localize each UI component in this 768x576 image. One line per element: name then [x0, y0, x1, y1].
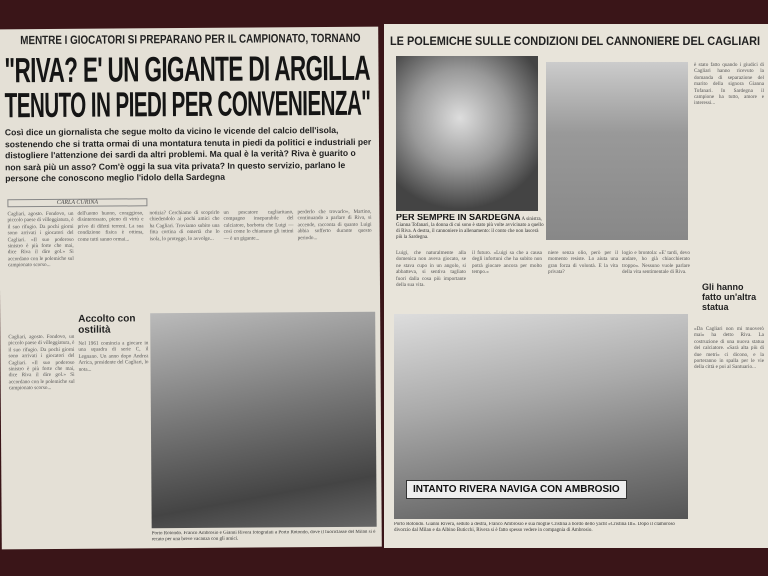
body-column-4: un pescatore cagliaritano, compagno inseparabile del calciatore, borbotta che Luigi — così come lo chiamano gli intimi — è un gigante... [223, 209, 294, 242]
byline: CARLA CURINA [7, 198, 147, 207]
body-column-2: il futuro. «Luigi sa che a causa degli infortuni che ha subito non potrà giocare ancora per molto tempo.» [472, 250, 542, 276]
body-column-1: Cagliari, agosto. Fondovo, un piccolo paese di villeggiatura, è il suo rifugio. Da pochi giorni sono arrivati i giocatori del Cagliari. «Il suo poderoso sinistro è più forte che mai, dice Riva il dire gol.» Si accordano con le polemiche sul campionato scorso... [7, 210, 74, 269]
photo-caption: Porto Rotondo. Franco Ambrosio e Gianni Rivera fotografati a Porto Rotondo, dove il fuoriclasse del Milan si è recato per una breve vacanza con gli amici. [151, 529, 376, 543]
body-column-6: Nel 1961 comincia a giocare in una squadra di serie C, il Legnano. Un anno dopo Andrea Arrica, presidente del Cagliari, lo nota... [78, 340, 149, 373]
lede: Così dice un giornalista che segue molto da vicino le vicende del calcio dell'isola, sostenendo che si tratta ormai di una montatura tenuta in piedi da politici e industriali per distogliere l'attenzione dei sardi da altri problemi. Ma qual è la verità? Riva è guarito o non sarà più un asso? Com'è oggi la sua vita privata? In questo servizio, parlano le persone che conoscono meglio l'idolo della Sardegna [4, 124, 372, 184]
sidebar-body: «Da Cagliari non mi muoverò mai» ha detto Riva. La costruzione di una nuova statua del calciatore. «Sarà alta più di due metri» ci dicono, e la porteranno in spalla per le vie della città e poi al Santuario... [694, 326, 764, 371]
kicker: LE POLEMICHE SULLE CONDIZIONI DEL CANNONIERE DEL CAGLIARI [390, 34, 761, 48]
headline-line-2: TENUTO IN PIEDI PER CONVENIENZA" [4, 83, 371, 126]
body-column-1: Luigi, che naturalmente alla domenica non aveva giocato, se ne stava cupo in un angolo, si abbatteva, si sentiva tagliato fuori dalla cosa più importante della sua vita. [396, 250, 466, 289]
photo-caption-head: PER SEMPRE IN SARDEGNA [396, 214, 521, 222]
photo-label: INTANTO RIVERA NAVIGA CON AMBROSIO [406, 480, 627, 499]
body-column-3: notizia? Cerchiamo di scoprirlo chiedendolo ai pochi amici che ha Cagliari. Troviamo subito una fitta cortina di omertà che lo isola, lo protegge, lo avvolge... [149, 209, 220, 242]
body-column-2: dell'uomo buono, coraggioso, disinteressato, pieno di virtù e privo di difetti terreni. La sua condizione fisica è ottima, come tutti sanno ormai... [77, 210, 144, 243]
photo-caption-bottom: Porto Rotondo. Gianni Rivera, seduto a destra, Franco Ambrosio e sua moglie Cristina a bordo dello yacht «Cristina III». Dopo il clamoroso divorzio dal Milan e da Albino Buticchi, Rivera si è fatto spesso vedere in compagnia di Ambrosio. [394, 522, 675, 533]
photo-riva-rivera [150, 312, 376, 529]
photo-rivera-yacht [394, 314, 688, 519]
sidebar-top: è stato fatto quando i giudici di Cagliari hanno ricevuto la domanda di separazione del marito della signora Gianna Tofanari. In Sardegna il campione ha tutto, amore e interessi... [694, 62, 764, 107]
body-column-5: perderlo che trovarlo», Martino, continuando a parlare di Riva, si accende, racconta di quanto Luigi abbia sofferto durante questo periodo... [297, 208, 372, 241]
subhead: Accolto con ostilità [78, 313, 136, 336]
right-page [384, 24, 768, 548]
photo-caption: A sinistra, Gianna Tofanari, la donna di cui sono è stato più volte avvicinato a quello di Riva. A destra, il cannoniere in allenamento: il conto che non lascerà più la Sardegna. [396, 217, 544, 240]
photo-gianna-tofanari [396, 56, 538, 211]
kicker: MENTRE I GIOCATORI SI PREPARANO PER IL CAMPIONATO, TORNANO [20, 30, 361, 48]
body-column-1b: Cagliari, agosto. Fondovo, un piccolo paese di villeggiatura, è il suo rifugio. Da pochi giorni sono arrivati i giocatori del Cagliari. «Il suo poderoso sinistro è più forte che mai, dice Riva il dire gol.» Si accordano con le polemiche sul campionato scorso... [8, 333, 75, 392]
photo-riva-training [546, 62, 688, 240]
headline [4, 48, 372, 126]
sidebar-subhead: Gli hanno fatto un'altra statua [702, 282, 757, 312]
body-column-4: logio e brontola: «E' tardi, devo andare, ho già chiacchierato troppo». Nessuno vuole parlare della vita sentimentale di Riva. [622, 250, 690, 276]
headline-line-1: "RIVA? E' UN GIGANTE DI ARGILLA [4, 48, 371, 91]
left-page [0, 27, 382, 550]
body-column-3: niere senza olio, però per il momento resiste. Lo aiuta una gran forza di volontà. E la vita privata? [548, 250, 618, 276]
photo-caption-block [396, 214, 544, 246]
